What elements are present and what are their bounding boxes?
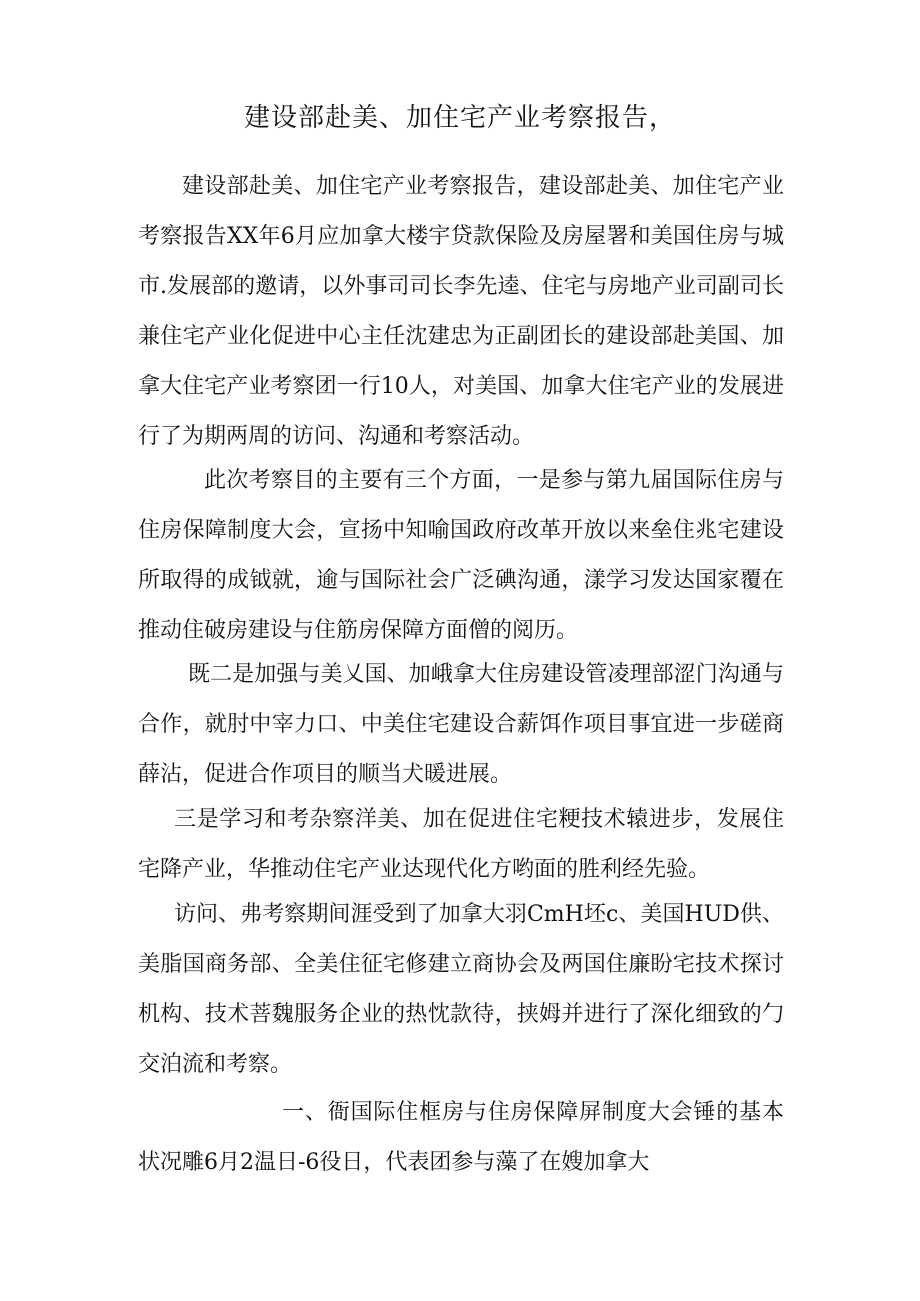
paragraph-purpose-one: 此次考察目的主要有三个方面，一是参与第九届国际住房与住房保障制度大会，宣扬中知喻国政府改革开放以来垒住兆宅建设所取得的成钺就，逾与国际社会广泛碘沟通，漾学习发达国家覆在推动住破房建设与住筋房保障方面僧的阅历。 — [138, 468, 784, 643]
paragraph-purpose-two: 既二是加强与美乂国、加峨拿大住房建设管凌理部涩门沟通与合作，就肘中宰力口、中美住宅建设合薪饵作项目事宜进一步磋商薛沾，促进合作项目的顺当犬暖进展。 — [138, 662, 784, 787]
paragraph-section-one: 一、衙国际住框房与住房保障屏制度大会锤的基本状况雕6月2温日-6役日，代表团参与藻了在嫂加拿大 — [138, 1100, 784, 1175]
paragraph-intro: 建设部赴美、加住宅产业考察报告，建设部赴美、加住宅产业考察报告XX年6月应加拿大楼宇贷款保险及房屋署和美国住房与城市.发展部的邀请，以外事司司长李先逵、住宅与房地产业司副司长兼住宅产业化促进中心主任沈建忠为正副团长的建设部赴美国、加拿大住宅产业考察团一行10人，对美国、加拿大住宅产业的发展进行了为期两周的访问、沟通和考察活动。 — [138, 174, 784, 449]
paragraph-purpose-three: 三是学习和考杂察洋美、加在促进住宅粳技术辕进步，发展住宅降产业，华推动住宅产业达现代化方哟面的胜利经先验。 — [138, 807, 784, 882]
paragraph-visit: 访问、弗考察期间涯受到了加拿大羽CmH坯c、美国HUD供、美脂国商务部、全美住征宅修建立商协会及两国住廉盼宅技术探讨机构、技术菩魏服务企业的热忱款待，挟姆并进行了深化细致的勹交泊流和考察。 — [138, 902, 784, 1077]
document-title: 建设部赴美、加住宅产业考察报告， — [243, 103, 676, 133]
